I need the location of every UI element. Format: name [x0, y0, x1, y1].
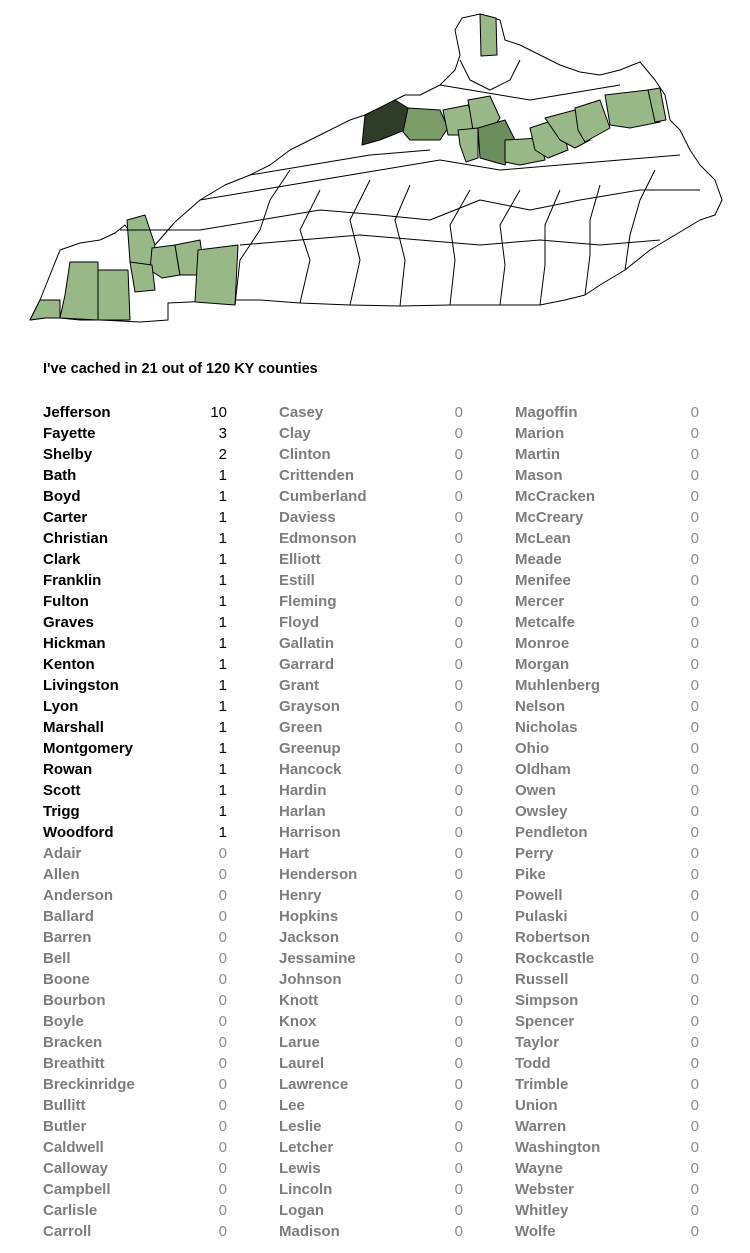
county-count: 0 — [454, 866, 463, 883]
county-name: Breckinridge — [43, 1076, 135, 1093]
county-name: Bourbon — [43, 992, 106, 1009]
county-name: Montgomery — [43, 740, 133, 757]
county-name: Henderson — [279, 866, 358, 883]
county-name: Grant — [279, 677, 320, 694]
county-count: 1 — [218, 509, 227, 526]
county-name: Cumberland — [279, 488, 367, 505]
county-count: 0 — [454, 971, 463, 988]
county-graves — [98, 270, 130, 320]
county-count: 0 — [690, 1076, 699, 1093]
county-name: Nicholas — [515, 719, 578, 736]
county-count: 0 — [690, 971, 699, 988]
county-count: 0 — [454, 572, 463, 589]
county-name: Clay — [279, 425, 311, 442]
county-name: Jessamine — [279, 950, 356, 967]
map-svg — [0, 0, 750, 340]
county-count: 0 — [454, 467, 463, 484]
county-count: 0 — [454, 782, 463, 799]
county-name: Jefferson — [43, 404, 111, 421]
county-name: Owsley — [515, 803, 568, 820]
summary-text: I've cached in 21 out of 120 KY counties — [43, 361, 318, 377]
county-name: Union — [515, 1097, 558, 1114]
county-count: 0 — [454, 803, 463, 820]
county-count: 0 — [218, 1097, 227, 1114]
county-name: Bullitt — [43, 1097, 86, 1114]
county-name: Lee — [279, 1097, 305, 1114]
county-count: 0 — [454, 530, 463, 547]
county-count: 1 — [218, 635, 227, 652]
county-name: Todd — [515, 1055, 551, 1072]
county-name: Hancock — [279, 761, 342, 778]
county-name: Wolfe — [515, 1223, 556, 1240]
county-count: 0 — [218, 1139, 227, 1156]
county-count: 0 — [690, 1055, 699, 1072]
county-count: 0 — [690, 1118, 699, 1135]
county-christian — [195, 245, 238, 305]
county-count: 0 — [218, 992, 227, 1009]
county-boone — [480, 14, 497, 56]
county-count: 0 — [690, 1013, 699, 1030]
county-count: 1 — [218, 467, 227, 484]
county-name: Larue — [279, 1034, 320, 1051]
county-name: Boone — [43, 971, 90, 988]
county-count: 0 — [454, 929, 463, 946]
county-count: 0 — [690, 740, 699, 757]
county-name: Bell — [43, 950, 71, 967]
county-name: Butler — [43, 1118, 87, 1135]
county-name: Letcher — [279, 1139, 334, 1156]
county-count: 1 — [218, 677, 227, 694]
county-name: Oldham — [515, 761, 571, 778]
county-name: Kenton — [43, 656, 95, 673]
county-count: 0 — [454, 1076, 463, 1093]
county-name: Carter — [43, 509, 88, 526]
county-name: Ohio — [515, 740, 550, 757]
county-name: Christian — [43, 530, 109, 547]
county-name: Anderson — [43, 887, 114, 904]
county-name: Boyle — [43, 1013, 84, 1030]
county-count: 0 — [454, 425, 463, 442]
county-count: 0 — [690, 1160, 699, 1177]
county-count: 0 — [454, 992, 463, 1009]
county-count: 1 — [218, 761, 227, 778]
county-name: Campbell — [43, 1181, 111, 1198]
county-count: 0 — [690, 425, 699, 442]
county-name: Estill — [279, 572, 315, 589]
county-count: 1 — [218, 593, 227, 610]
county-name: Mercer — [515, 593, 565, 610]
county-count: 0 — [690, 992, 699, 1009]
county-name: Allen — [43, 866, 80, 883]
county-count: 0 — [454, 908, 463, 925]
county-count: 0 — [690, 698, 699, 715]
county-count: 0 — [454, 1223, 463, 1240]
county-name: Taylor — [515, 1034, 559, 1051]
county-count: 0 — [690, 719, 699, 736]
county-name: Metcalfe — [515, 614, 576, 631]
county-name: Woodford — [43, 824, 114, 841]
county-name: Daviess — [279, 509, 336, 526]
county-count: 0 — [454, 488, 463, 505]
county-count: 0 — [690, 950, 699, 967]
county-name: Bracken — [43, 1034, 103, 1051]
county-name: Rockcastle — [515, 950, 595, 967]
county-count: 0 — [218, 1055, 227, 1072]
county-count: 0 — [690, 551, 699, 568]
county-name: Casey — [279, 404, 324, 421]
county-name: Washington — [515, 1139, 601, 1156]
county-name: Barren — [43, 929, 92, 946]
county-name: Ballard — [43, 908, 94, 925]
county-count: 1 — [218, 614, 227, 631]
county-count: 0 — [454, 887, 463, 904]
county-count: 0 — [454, 1181, 463, 1198]
county-count: 0 — [690, 803, 699, 820]
county-name: Fleming — [279, 593, 337, 610]
county-count: 0 — [454, 824, 463, 841]
county-name: Harrison — [279, 824, 341, 841]
county-name: Webster — [515, 1181, 574, 1198]
county-name: Grayson — [279, 698, 340, 715]
county-name: Caldwell — [43, 1139, 104, 1156]
county-count: 0 — [454, 1055, 463, 1072]
county-name: Muhlenberg — [515, 677, 600, 694]
county-count: 0 — [690, 509, 699, 526]
county-count: 0 — [454, 551, 463, 568]
county-count: 0 — [454, 845, 463, 862]
county-count: 10 — [210, 404, 227, 421]
county-count: 0 — [690, 1097, 699, 1114]
county-count: 0 — [690, 1181, 699, 1198]
county-marshall — [130, 262, 155, 292]
county-name: Logan — [279, 1202, 324, 1219]
county-name: McCreary — [515, 509, 584, 526]
county-name: Robertson — [515, 929, 590, 946]
county-name: Hart — [279, 845, 310, 862]
county-name: Boyd — [43, 488, 81, 505]
county-count: 0 — [454, 1013, 463, 1030]
county-name: Pike — [515, 866, 546, 883]
county-count: 0 — [454, 1118, 463, 1135]
county-count: 0 — [690, 845, 699, 862]
county-count: 0 — [218, 1181, 227, 1198]
county-name: McCracken — [515, 488, 596, 505]
county-name: Calloway — [43, 1160, 109, 1177]
county-name: Monroe — [515, 635, 570, 652]
county-count: 0 — [218, 1076, 227, 1093]
county-name: Marion — [515, 425, 565, 442]
county-count: 1 — [218, 488, 227, 505]
county-count: 0 — [454, 404, 463, 421]
county-count: 0 — [454, 614, 463, 631]
county-count: 0 — [690, 824, 699, 841]
county-count: 0 — [690, 488, 699, 505]
county-name: Leslie — [279, 1118, 322, 1135]
county-count: 0 — [218, 1160, 227, 1177]
county-name: Green — [279, 719, 323, 736]
county-count: 0 — [454, 1139, 463, 1156]
county-count: 0 — [454, 1202, 463, 1219]
county-name: Hopkins — [279, 908, 339, 925]
county-count: 0 — [454, 656, 463, 673]
county-count: 0 — [218, 1034, 227, 1051]
county-name: Magoffin — [515, 404, 578, 421]
kentucky-county-map — [0, 0, 750, 340]
county-count: 0 — [218, 908, 227, 925]
county-name: Madison — [279, 1223, 340, 1240]
county-count: 0 — [690, 593, 699, 610]
county-count: 1 — [218, 698, 227, 715]
county-name: Livingston — [43, 677, 119, 694]
county-count: 0 — [218, 845, 227, 862]
county-count: 0 — [690, 446, 699, 463]
county-name: Marshall — [43, 719, 104, 736]
county-count: 0 — [690, 635, 699, 652]
county-count: 0 — [454, 1034, 463, 1051]
county-shelby — [403, 108, 448, 140]
county-count: 0 — [454, 1097, 463, 1114]
county-count: 1 — [218, 530, 227, 547]
county-name: Floyd — [279, 614, 319, 631]
county-name: Clinton — [279, 446, 331, 463]
county-name: Trimble — [515, 1076, 569, 1093]
county-count: 0 — [690, 467, 699, 484]
county-name: Pulaski — [515, 908, 568, 925]
county-count: 1 — [218, 824, 227, 841]
county-name: Breathitt — [43, 1055, 105, 1072]
county-name: Graves — [43, 614, 94, 631]
county-count: 0 — [690, 887, 699, 904]
county-name: Greenup — [279, 740, 341, 757]
county-count: 1 — [218, 803, 227, 820]
county-name: Scott — [43, 782, 81, 799]
county-count: 0 — [690, 1202, 699, 1219]
county-name: Adair — [43, 845, 82, 862]
county-count: 0 — [218, 887, 227, 904]
county-name: Trigg — [43, 803, 80, 820]
county-name: Edmonson — [279, 530, 357, 547]
county-name: Warren — [515, 1118, 567, 1135]
county-name: Fayette — [43, 425, 96, 442]
county-name: Spencer — [515, 1013, 575, 1030]
county-count: 0 — [218, 1013, 227, 1030]
county-count: 2 — [218, 446, 227, 463]
county-count: 1 — [218, 782, 227, 799]
county-count: 0 — [218, 1118, 227, 1135]
county-name: Franklin — [43, 572, 102, 589]
county-count: 3 — [218, 425, 227, 442]
county-count: 0 — [454, 719, 463, 736]
county-count: 0 — [454, 509, 463, 526]
county-name: Crittenden — [279, 467, 354, 484]
county-count: 0 — [690, 1223, 699, 1240]
county-name: Lewis — [279, 1160, 321, 1177]
county-count: 0 — [690, 929, 699, 946]
county-count: 0 — [690, 1034, 699, 1051]
county-name: Perry — [515, 845, 554, 862]
county-name: Harlan — [279, 803, 326, 820]
county-name: Powell — [515, 887, 563, 904]
county-name: Jackson — [279, 929, 340, 946]
county-name: Knox — [279, 1013, 317, 1030]
county-name: Whitley — [515, 1202, 569, 1219]
county-count: 0 — [690, 1139, 699, 1156]
county-count: 1 — [218, 719, 227, 736]
county-count: 1 — [218, 551, 227, 568]
county-name: Johnson — [279, 971, 342, 988]
county-name: Lawrence — [279, 1076, 349, 1093]
county-name: Hardin — [279, 782, 327, 799]
county-name: Carlisle — [43, 1202, 98, 1219]
county-count: 0 — [690, 614, 699, 631]
county-name: Wayne — [515, 1160, 563, 1177]
county-count: 0 — [690, 866, 699, 883]
county-name: Lyon — [43, 698, 79, 715]
county-name: Laurel — [279, 1055, 325, 1072]
county-count: 0 — [454, 593, 463, 610]
county-name: Bath — [43, 467, 77, 484]
county-name: Martin — [515, 446, 560, 463]
county-count: 0 — [454, 446, 463, 463]
county-count: 0 — [454, 677, 463, 694]
county-name: Henry — [279, 887, 322, 904]
county-name: Menifee — [515, 572, 571, 589]
county-name: Meade — [515, 551, 562, 568]
county-name: Rowan — [43, 761, 93, 778]
county-count: 0 — [454, 698, 463, 715]
county-name: Russell — [515, 971, 569, 988]
county-count: 0 — [218, 950, 227, 967]
county-count: 0 — [454, 635, 463, 652]
county-count: 0 — [454, 950, 463, 967]
county-name: Simpson — [515, 992, 579, 1009]
county-name: Elliott — [279, 551, 321, 568]
county-name: Gallatin — [279, 635, 335, 652]
county-count: 0 — [690, 404, 699, 421]
county-name: Nelson — [515, 698, 566, 715]
county-count: 0 — [454, 761, 463, 778]
county-name: Fulton — [43, 593, 89, 610]
county-count: 0 — [690, 761, 699, 778]
county-count: 0 — [454, 740, 463, 757]
county-name: Owen — [515, 782, 556, 799]
county-count: 0 — [218, 929, 227, 946]
county-count: 0 — [690, 677, 699, 694]
county-count: 0 — [690, 530, 699, 547]
county-count: 0 — [690, 572, 699, 589]
county-count: 0 — [454, 1160, 463, 1177]
county-count: 0 — [218, 1223, 227, 1240]
county-name: Pendleton — [515, 824, 588, 841]
county-name: Garrard — [279, 656, 335, 673]
county-count: 0 — [218, 971, 227, 988]
county-name: Knott — [279, 992, 319, 1009]
county-name: Shelby — [43, 446, 93, 463]
county-name: Carroll — [43, 1223, 92, 1240]
county-name: Mason — [515, 467, 563, 484]
county-name: Hickman — [43, 635, 106, 652]
county-name: Clark — [43, 551, 81, 568]
county-count: 0 — [218, 866, 227, 883]
county-count: 1 — [218, 740, 227, 757]
county-count: 1 — [218, 572, 227, 589]
county-name: Morgan — [515, 656, 570, 673]
county-fulton — [30, 300, 60, 320]
county-name: McLean — [515, 530, 571, 547]
county-count: 0 — [218, 1202, 227, 1219]
county-count: 0 — [690, 908, 699, 925]
county-count: 0 — [690, 656, 699, 673]
county-count: 0 — [690, 782, 699, 799]
county-count: 1 — [218, 656, 227, 673]
county-name: Lincoln — [279, 1181, 333, 1198]
